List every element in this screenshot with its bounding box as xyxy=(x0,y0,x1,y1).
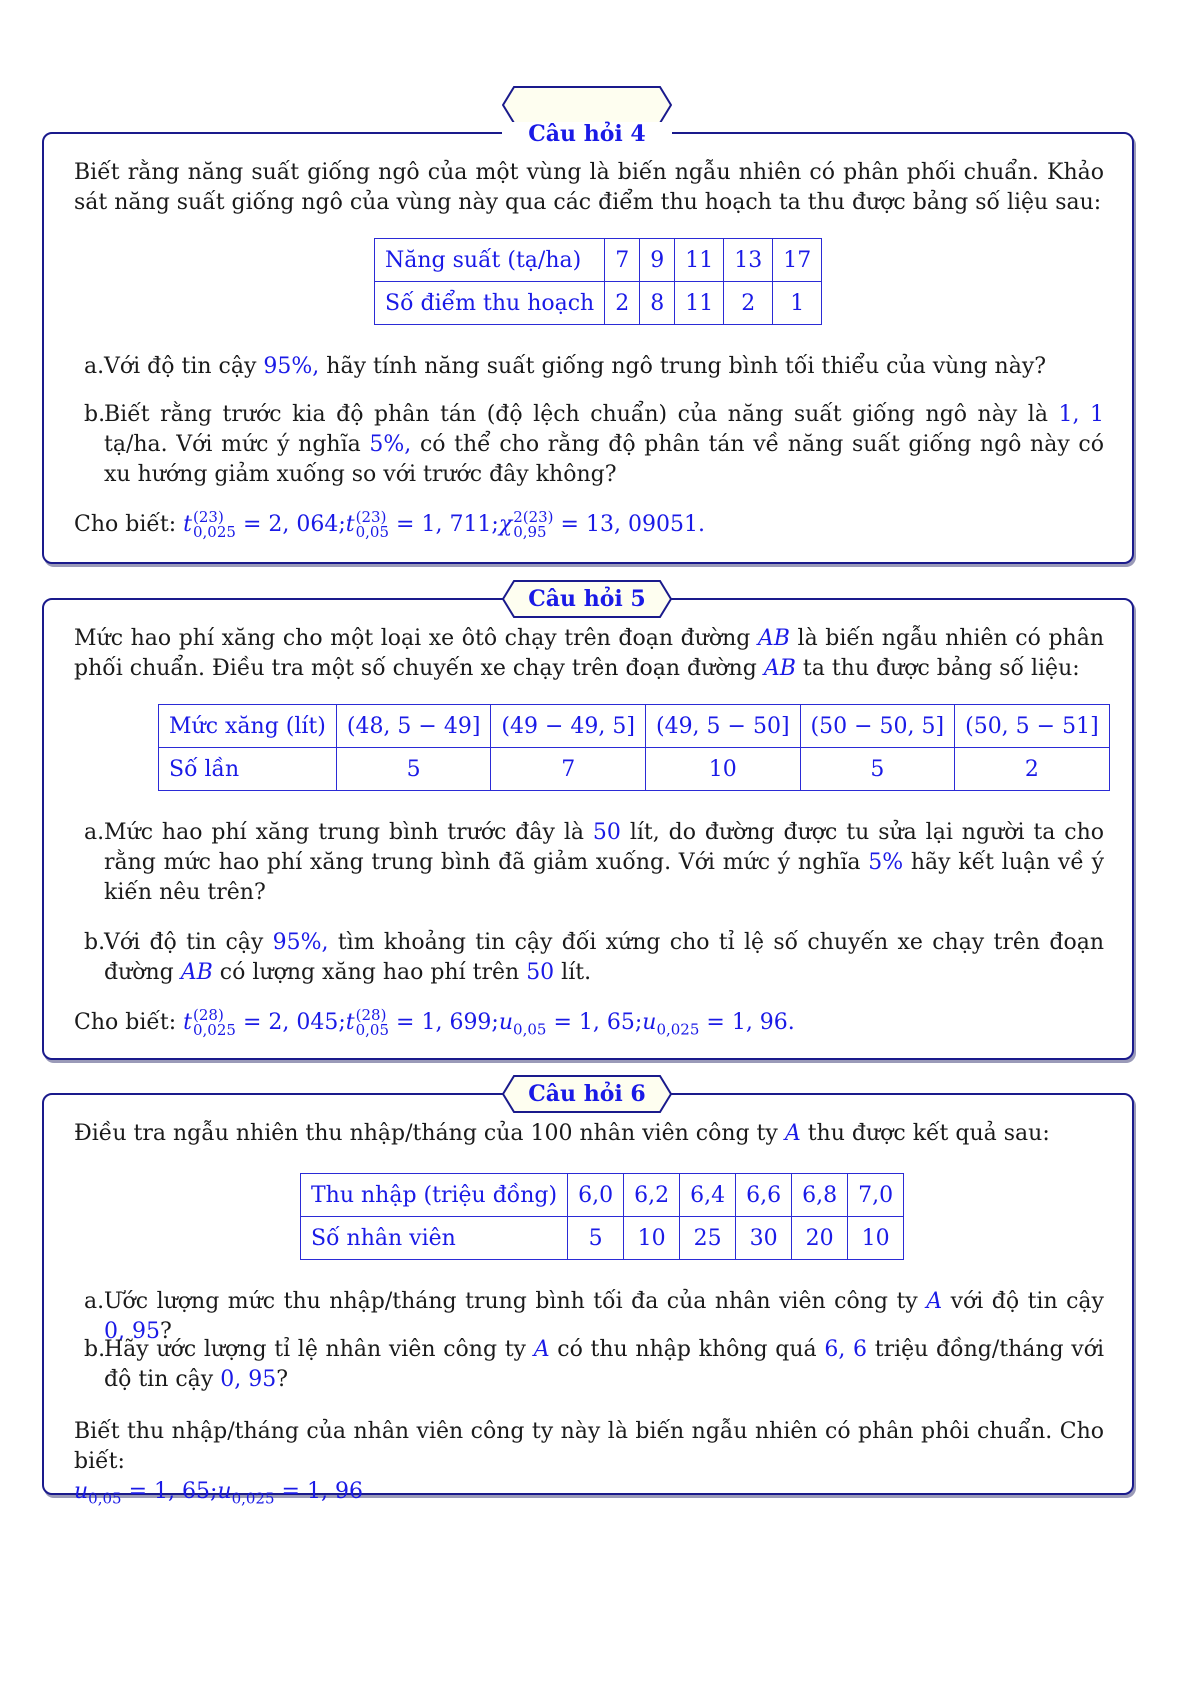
table-cell: 5 xyxy=(336,748,491,791)
table-cell: (48, 5 − 49] xyxy=(336,705,491,748)
table-header-cell: Năng suất (tạ/ha) xyxy=(375,239,605,282)
table-cell: 7 xyxy=(605,239,640,282)
table-cell: 30 xyxy=(736,1217,792,1260)
question-6-title: Câu hỏi 6 xyxy=(528,1081,646,1107)
table-cell: 6,4 xyxy=(680,1174,736,1217)
q4-table xyxy=(374,238,822,325)
table-cell: 6,0 xyxy=(568,1174,624,1217)
question-6-box xyxy=(42,1093,1134,1508)
table-cell: 7,0 xyxy=(848,1174,904,1217)
table-cell: 10 xyxy=(645,748,800,791)
q5-table xyxy=(158,704,1110,791)
list-marker: b. xyxy=(84,930,106,955)
q6-part-a: a. Ước lượng mức thu nhập/tháng trung bình tối đa của nhân viên công ty A với độ tin cậy 0, 95? xyxy=(84,1289,1104,1344)
question-5-title: Câu hỏi 5 xyxy=(528,586,646,612)
question-4-title-tag xyxy=(502,86,672,124)
table-cell: 6,6 xyxy=(736,1174,792,1217)
table-cell: 5 xyxy=(800,748,955,791)
table-cell: 10 xyxy=(848,1217,904,1260)
question-4-box xyxy=(42,132,1134,564)
q5-part-a: a. Mức hao phí xăng trung bình trước đây là 50 lít, do đường được tu sửa lại người ta cho rằng mức hao phí xăng trung bình đã giảm xuống. Với mức ý nghĩa 5% hãy kết luận về ý kiến nêu trên? xyxy=(84,820,1104,905)
table-cell: (50, 5 − 51] xyxy=(955,705,1110,748)
question-6-title-tag xyxy=(502,1075,672,1113)
q6-part-b: b. Hãy ước lượng tỉ lệ nhân viên công ty A có thu nhập không quá 6, 6 triệu đồng/tháng với độ tin cậy 0, 95? xyxy=(84,1337,1105,1392)
list-marker: a. xyxy=(84,820,105,845)
list-marker: b. xyxy=(84,1337,106,1362)
table-cell: (49 − 49, 5] xyxy=(491,705,646,748)
question-5-title-tag xyxy=(502,580,672,618)
table-cell: 25 xyxy=(680,1217,736,1260)
table-cell: 2 xyxy=(955,748,1110,791)
table-header-cell: Số nhân viên xyxy=(301,1217,568,1260)
question-5-box xyxy=(42,598,1134,1060)
list-marker: a. xyxy=(84,1289,105,1314)
table-cell: 10 xyxy=(624,1217,680,1260)
table-cell: (49, 5 − 50] xyxy=(645,705,800,748)
table-cell: 11 xyxy=(675,282,724,325)
table-cell: 2 xyxy=(605,282,640,325)
q5-part-b: b. Với độ tin cậy 95%, tìm khoảng tin cậy đối xứng cho tỉ lệ số chuyến xe chạy trên đoạn đường AB có lượng xăng hao phí trên 50 lít. xyxy=(84,930,1104,985)
q4-intro: Biết rằng năng suất giống ngô của một vùng là biến ngẫu nhiên có phân phối chuẩn. Khảo sát năng suất giống ngô của vùng này qua các điểm thu hoạch ta thu được bảng số liệu sau: xyxy=(74,160,1104,215)
q5-given: Cho biết: t (28) 0,025 = 2, 045;t (28) 0,05 = 1, $699;u_{0,05} = 1$, $65;u_{0,025} = 1$, 96. xyxy=(74,1006,795,1039)
table-cell: 6,8 xyxy=(792,1174,848,1217)
table-cell: 1 xyxy=(773,282,822,325)
table-cell: 13 xyxy=(724,239,773,282)
q5-intro: Mức hao phí xăng cho một loại xe ôtô chạy trên đoạn đường AB là biến ngẫu nhiên có phân phối chuẩn. Điều tra một số chuyến xe chạy trên đoạn đường AB ta thu được bảng số liệu: xyxy=(74,626,1104,681)
table-header-cell: Số điểm thu hoạch xyxy=(375,282,605,325)
table-cell: 7 xyxy=(491,748,646,791)
table-cell: 20 xyxy=(792,1217,848,1260)
table-header-cell: Số lần xyxy=(159,748,337,791)
table-header-cell: Thu nhập (triệu đồng) xyxy=(301,1174,568,1217)
list-marker: a. xyxy=(84,354,105,379)
table-cell: (50 − 50, 5] xyxy=(800,705,955,748)
table-cell: 9 xyxy=(640,239,675,282)
table-header-cell: Mức xăng (lít) xyxy=(159,705,337,748)
q6-intro: Điều tra ngẫu nhiên thu nhập/tháng của 100 nhân viên công ty A thu được kết quả sau: xyxy=(74,1121,1050,1146)
table-cell: 2 xyxy=(724,282,773,325)
table-cell: 17 xyxy=(773,239,822,282)
table-cell: 5 xyxy=(568,1217,624,1260)
q4-given: Cho biết: t (23) 0,025 = 2, 064;t (23) 0,05 = 1, 711;χ 2(23) 0,95 = 13, 09051. xyxy=(74,508,705,541)
tag-shape xyxy=(502,86,672,124)
q4-part-a: a. Với độ tin cậy 95%, hãy tính năng suất giống ngô trung bình tối thiểu của vùng này? xyxy=(104,352,1104,382)
q4-part-b: b. Biết rằng trước kia độ phân tán (độ lệch chuẩn) của năng suất giống ngô này là 1, 1 tạ/ha. Với mức ý nghĩa 5%, có thể cho rằng độ phân tán về năng suất giống ngô này có xu hướng giảm xuống so với trước đây không? xyxy=(84,402,1104,487)
list-marker: b. xyxy=(84,402,106,427)
table-cell: 8 xyxy=(640,282,675,325)
q6-given: Biết thu nhập/tháng của nhân viên công ty này là biến ngẫu nhiên có phân phôi chuẩn. Cho biết: $u_{0,05} = 1$, $65;u_{0,025} = 1$, 96 xyxy=(74,1419,1104,1508)
q6-table xyxy=(300,1173,904,1260)
question-4-title: Câu hỏi 4 xyxy=(502,122,672,146)
table-cell: 11 xyxy=(675,239,724,282)
table-cell: 6,2 xyxy=(624,1174,680,1217)
